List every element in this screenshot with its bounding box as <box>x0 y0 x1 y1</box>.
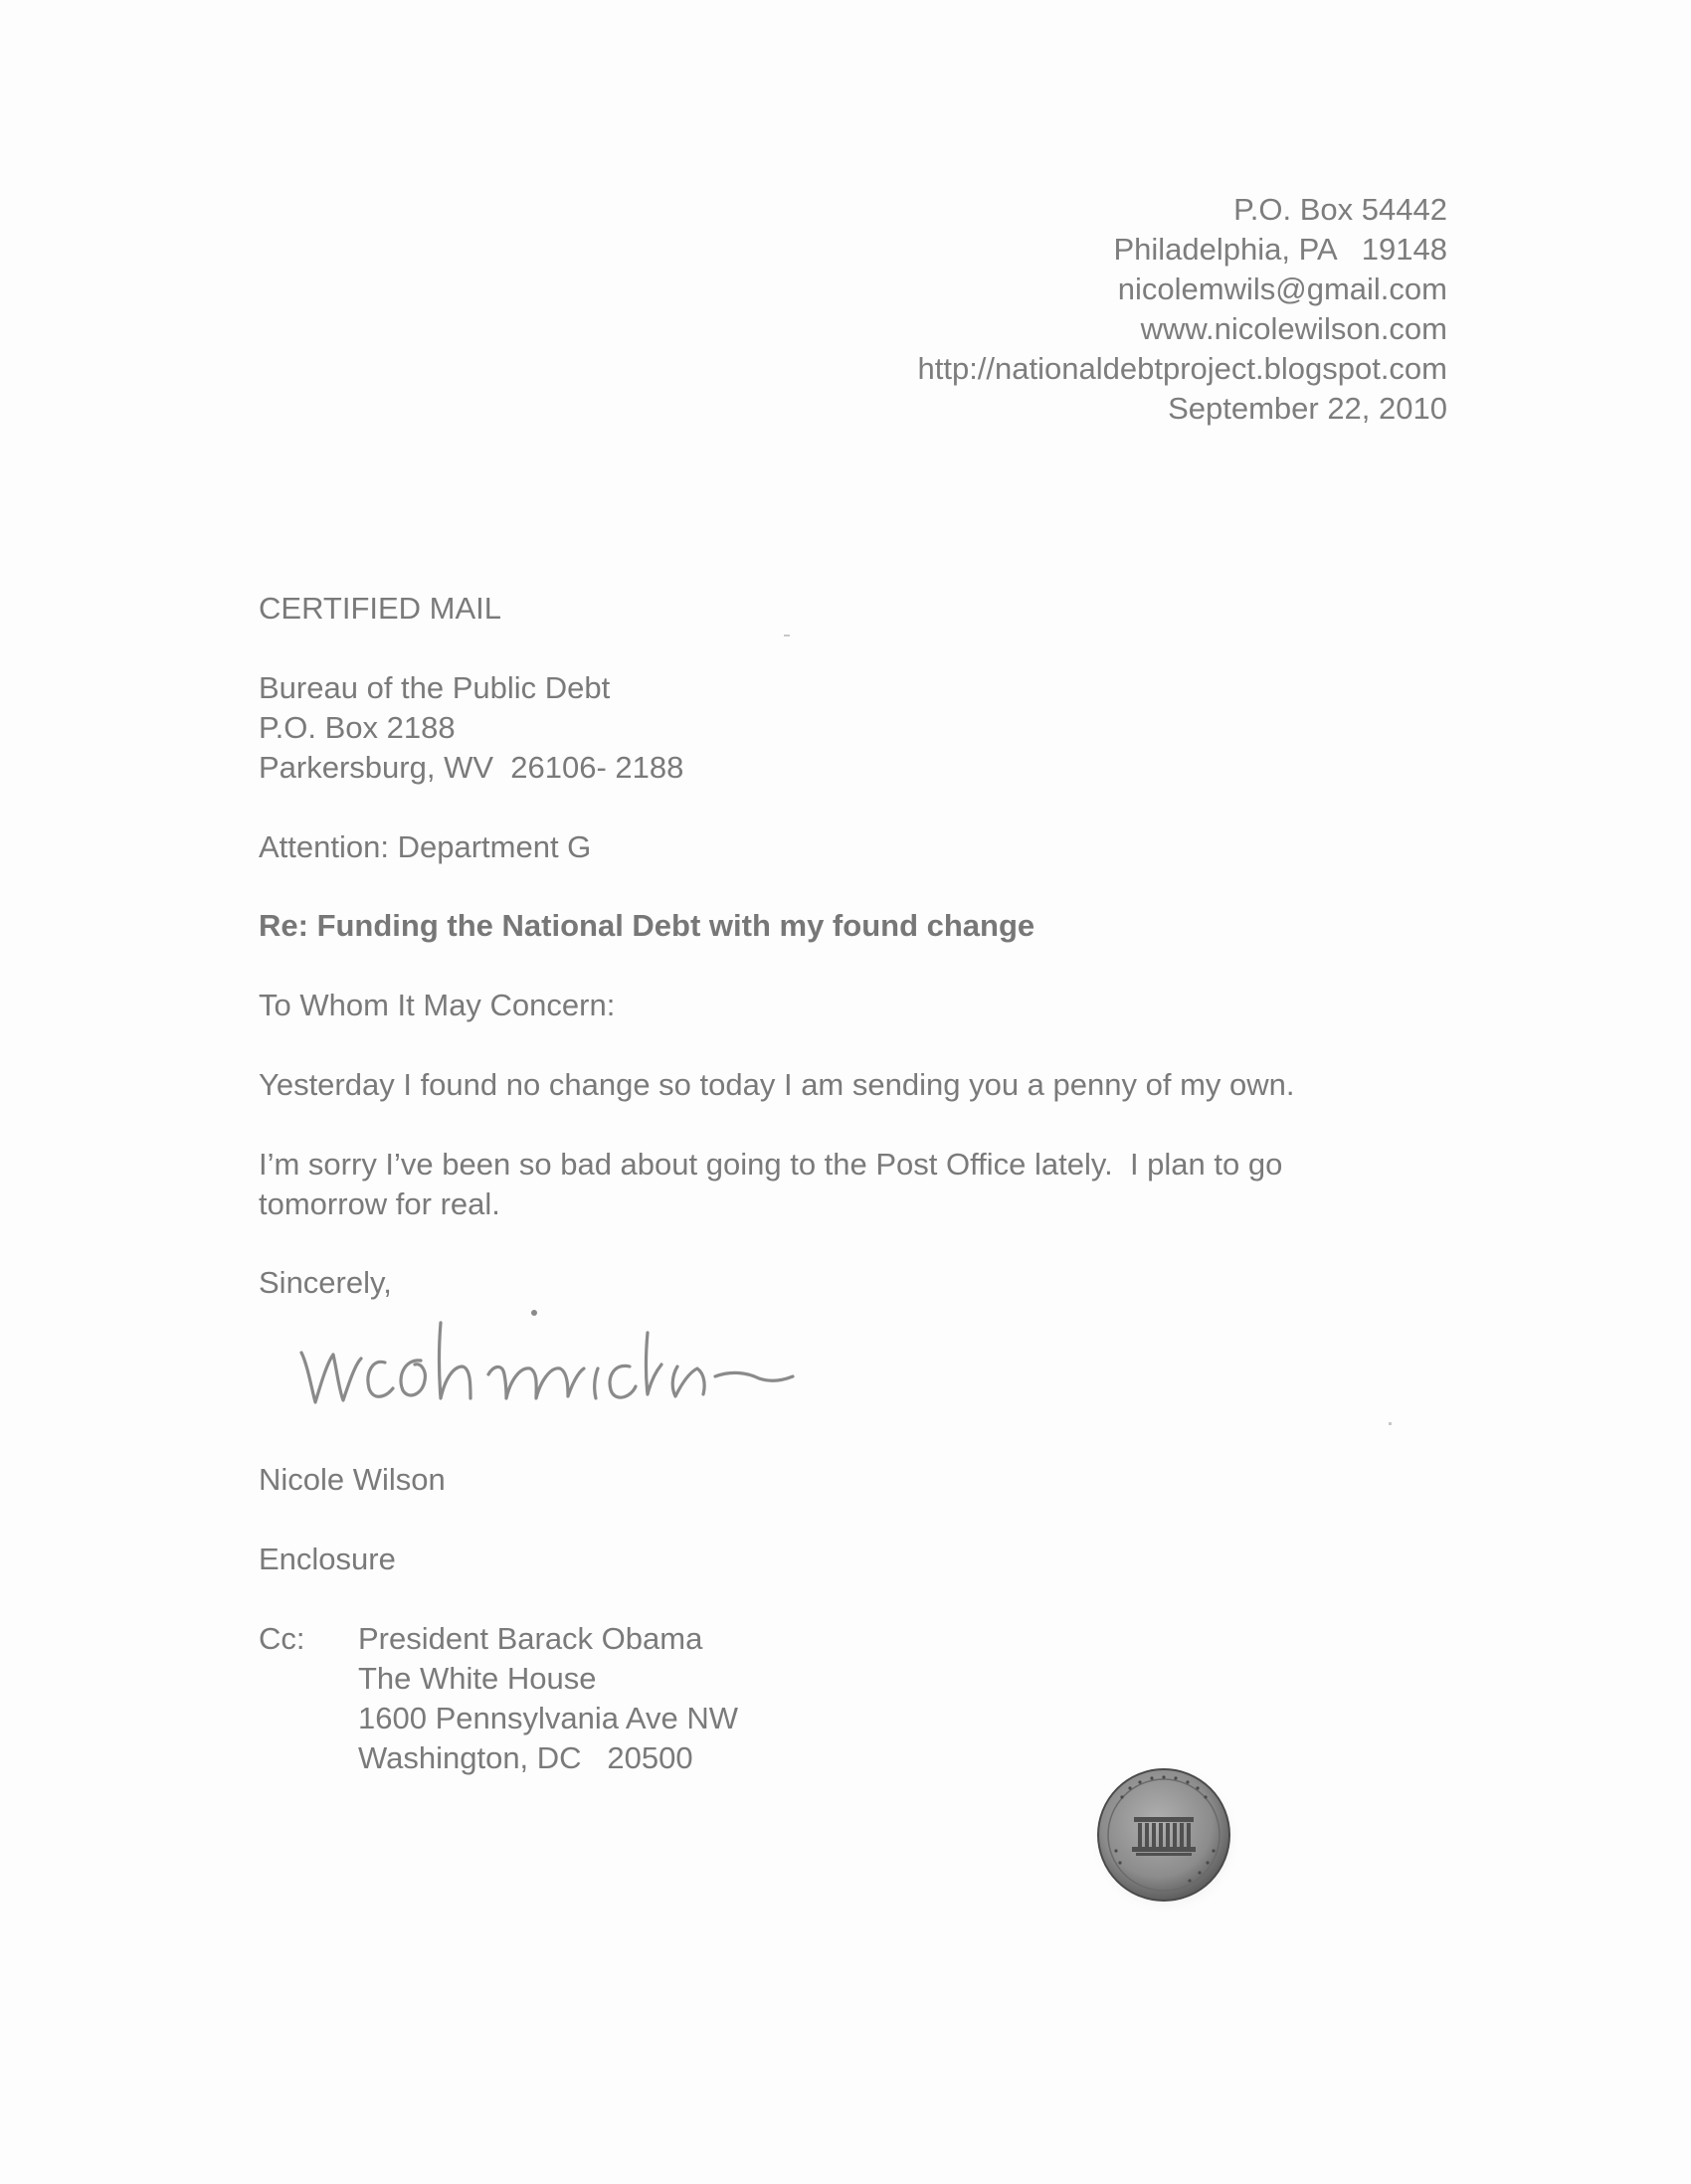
handwritten-signature <box>293 1303 850 1432</box>
return-blog: http://nationaldebtproject.blogspot.com <box>917 351 1447 386</box>
paragraph-1: Yesterday I found no change so today I am sending you a penny of my own. <box>259 1067 1295 1102</box>
scan-speck <box>1389 1422 1392 1425</box>
recipient-box: P.O. Box 2188 <box>259 710 456 745</box>
cc-label: Cc: <box>259 1621 305 1656</box>
return-po-box: P.O. Box 54442 <box>1233 192 1447 227</box>
cc-name: President Barack Obama <box>358 1621 703 1656</box>
scan-speck <box>784 635 790 637</box>
cc-street: 1600 Pennsylvania Ave NW <box>358 1701 738 1735</box>
cc-city: Washington, DC 20500 <box>358 1740 693 1775</box>
recipient-city: Parkersburg, WV 26106- 2188 <box>259 750 684 785</box>
return-email: nicolemwils@gmail.com <box>1117 272 1447 306</box>
paragraph-2-line-2: tomorrow for real. <box>259 1186 500 1221</box>
return-city: Philadelphia, PA 19148 <box>1113 232 1447 267</box>
attention-line: Attention: Department G <box>259 829 592 864</box>
paragraph-2-line-1: I’m sorry I’ve been so bad about going to the Post Office lately. I plan to go <box>259 1147 1283 1182</box>
salutation: To Whom It May Concern: <box>259 988 616 1022</box>
return-address <box>917 190 1447 429</box>
return-website: www.nicolewilson.com <box>1140 311 1447 346</box>
mail-type: CERTIFIED MAIL <box>259 591 502 626</box>
cc-org: The White House <box>358 1661 597 1696</box>
paragraph-2 <box>259 1145 1282 1224</box>
enclosure-note: Enclosure <box>259 1542 396 1576</box>
penny-coin-image <box>1084 1755 1243 1914</box>
letter-date: September 22, 2010 <box>1168 391 1447 426</box>
recipient-name: Bureau of the Public Debt <box>259 670 611 705</box>
subject-line: Re: Funding the National Debt with my found change <box>259 908 1035 943</box>
closing: Sincerely, <box>259 1265 392 1300</box>
recipient-address <box>259 668 683 788</box>
cc-address <box>358 1619 738 1778</box>
signer-name: Nicole Wilson <box>259 1462 446 1497</box>
cc-block <box>259 1619 738 1778</box>
